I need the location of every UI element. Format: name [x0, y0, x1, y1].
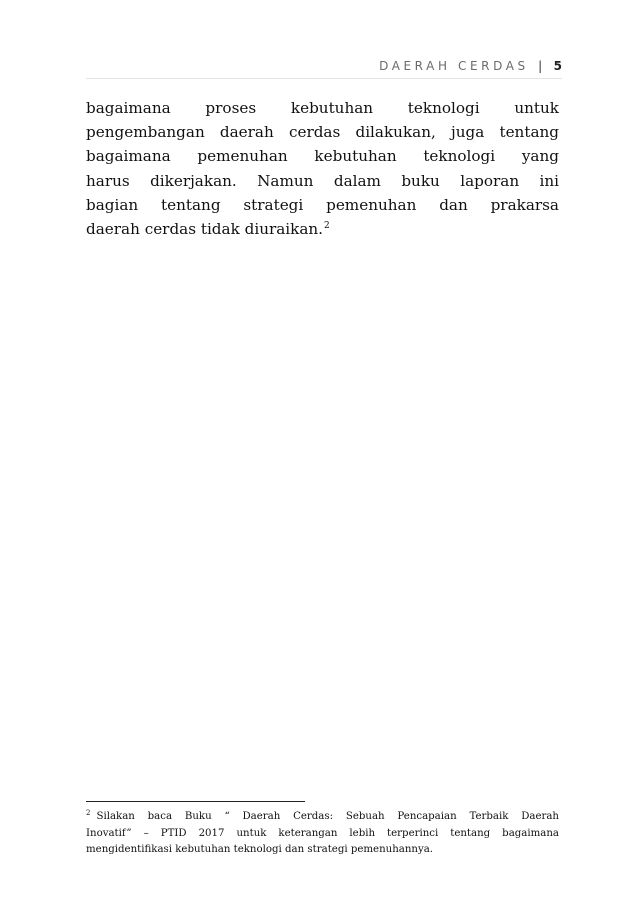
body-line: bagaimana proses kebutuhan teknologi untuk [86, 99, 559, 117]
body-line: bagaimana pemenuhan kebutuhan teknologi yang [86, 147, 559, 166]
footnote-first-line [86, 809, 559, 826]
footnote-marker: 2 [86, 809, 91, 817]
footnote [86, 809, 559, 859]
body-line: daerah cerdas tidak diuraikan. [86, 220, 324, 239]
running-header [86, 57, 562, 79]
footnote-line: mengidentifikasi kebutuhan teknologi dan strategi pemenuhannya. [86, 844, 434, 855]
footnote-reference: 2 [324, 221, 330, 232]
running-title: DAERAH CERDAS [379, 59, 529, 73]
page-number: 5 [553, 59, 562, 73]
footnote-line: Inovatif” – PTID 2017 untuk keterangan lebih terperinci tentang bagaimana [86, 827, 559, 839]
footnote-line: Silakan baca Buku “ Daerah Cerdas: Sebuah Pencapaian Terbaik Daerah [96, 811, 559, 822]
body-line: pengembangan daerah cerdas dilakukan, juga tentang [86, 123, 559, 142]
body-line: bagian tentang strategi pemenuhan dan prakarsa [86, 195, 559, 214]
body-line: harus dikerjakan. Namun dalam buku laporan ini [86, 171, 559, 190]
footnote-divider [86, 801, 305, 802]
header-separator: | [538, 59, 543, 73]
body-paragraph [86, 96, 559, 241]
header-divider [86, 78, 562, 79]
body-last-line [86, 217, 559, 241]
